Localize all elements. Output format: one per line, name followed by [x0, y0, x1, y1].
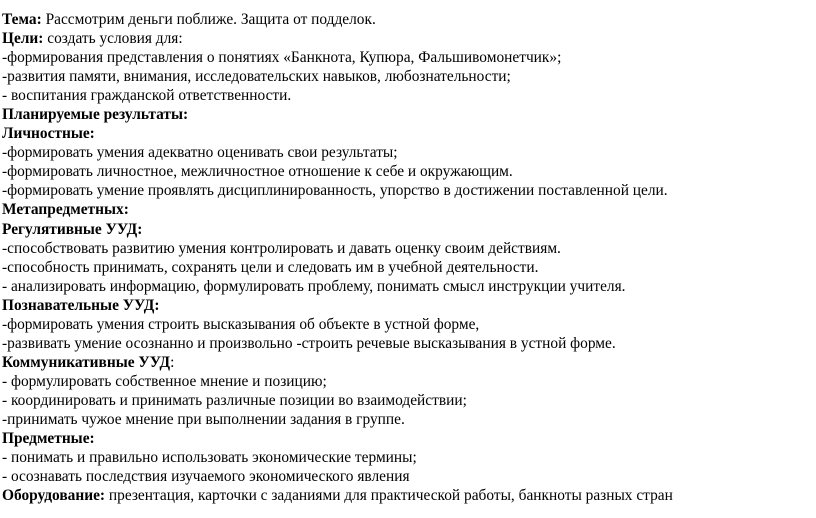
goals-line [2, 29, 814, 48]
regulatory-item: -способность принимать, сохранять цели и следовать им в учебной деятельности. [2, 258, 539, 276]
cognitive-item: -развивать умение осознанно и произвольно -строить речевые высказывания в устной форме. [2, 334, 616, 352]
personal-heading: Личностные: [2, 125, 95, 143]
goal-item: - воспитания гражданской ответственности. [2, 87, 292, 105]
equipment-label: Оборудование: [2, 487, 106, 505]
communicative-item: - формулировать собственное мнение и позицию; [2, 372, 327, 390]
equipment-line [2, 486, 814, 505]
personal-item: -формировать умения адекватно оценивать свои результаты; [2, 144, 398, 162]
personal-item: -формировать личностное, межличностное отношение к себе и окружающим. [2, 163, 513, 181]
topic-line [2, 10, 814, 29]
communicative-item: -принимать чужое мнение при выполнении задания в группе. [2, 410, 405, 428]
communicative-item: - координировать и принимать различные позиции во взаимодействии; [2, 391, 467, 409]
regulatory-item: -способствовать развитию умения контролировать и давать оценку своим действиям. [2, 239, 561, 257]
goals-label: Цели: [2, 30, 44, 48]
planned-results-heading: Планируемые результаты: [2, 106, 189, 124]
equipment-text: презентация, карточки с заданиями для практической работы, банкноты разных стран [105, 487, 673, 505]
subject-item: - осознавать последствия изучаемого экономического явления [2, 468, 410, 486]
goal-item: -развития памяти, внимания, исследовательских навыков, любознательности; [2, 68, 511, 86]
subject-item: - понимать и правильно использовать экономические термины; [2, 449, 417, 467]
cognitive-item: -формировать умения строить высказывания об объекте в устной форме, [2, 315, 480, 333]
communicative-suffix: : [170, 353, 175, 371]
regulatory-item: - анализировать информацию, формулировать проблему, понимать смысл инструкции учителя. [2, 277, 626, 295]
cognitive-heading: Познавательные УУД: [2, 296, 160, 314]
goal-item: -формирования представления о понятиях «Банкнота, Купюра, Фальшивомонетчик»; [2, 49, 562, 67]
personal-item: -формировать умение проявлять дисциплинированность, упорство в достижении поставленной цели. [2, 182, 668, 200]
topic-text: Рассмотрим деньги поближе. Защита от подделок. [41, 11, 376, 28]
communicative-line [2, 353, 814, 372]
lesson-plan-document [2, 10, 814, 505]
communicative-heading: Коммуникативные УУД [2, 353, 171, 371]
goals-text: создать условия для: [43, 30, 183, 48]
metasubject-heading: Метапредметных: [2, 201, 129, 219]
topic-label: Тема: [2, 11, 42, 28]
regulatory-heading: Регулятивные УУД: [2, 220, 143, 238]
subject-heading: Предметные: [2, 430, 95, 448]
